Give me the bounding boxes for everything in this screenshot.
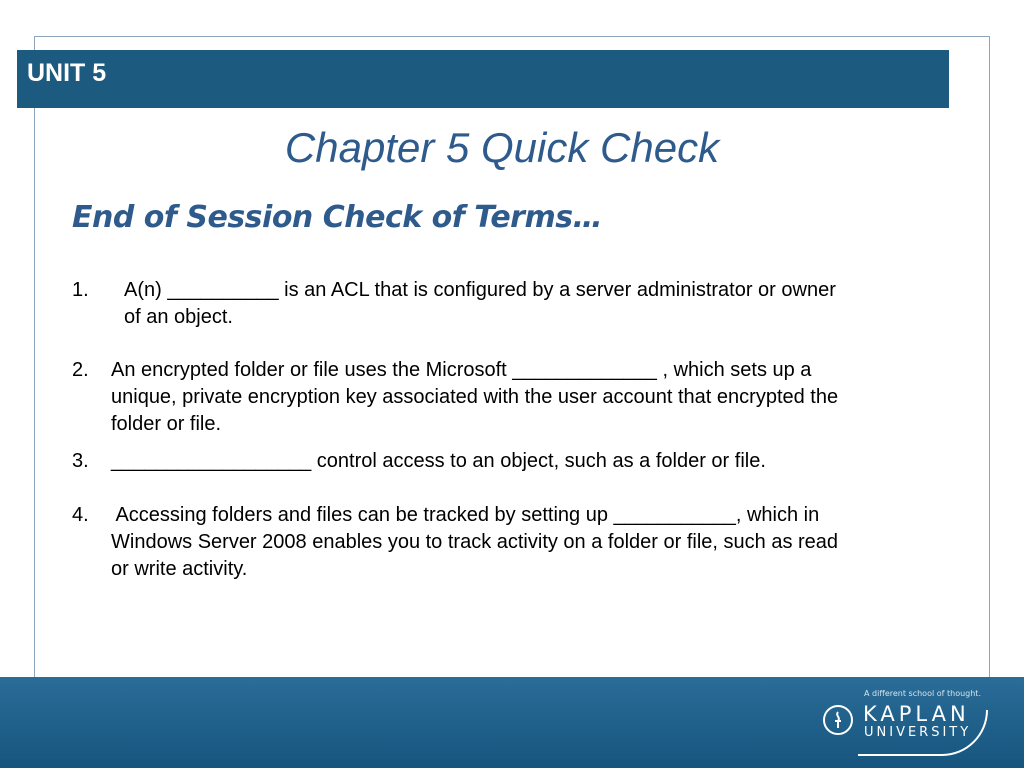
torch-icon — [823, 705, 853, 735]
item-text-line: An encrypted folder or file uses the Microsoft _____________ , which sets up a — [111, 359, 812, 381]
slide-title: Chapter 5 Quick Check — [284, 124, 720, 171]
question-item — [72, 277, 972, 333]
unit-header-bar — [17, 50, 949, 108]
item-number: 2. — [72, 359, 89, 381]
item-number: 4. — [72, 504, 89, 526]
kaplan-tagline: A different school of thought. — [864, 689, 981, 698]
unit-label: UNIT 5 — [27, 59, 107, 87]
item-text-line: __________________ control access to an object, such as a folder or file. — [111, 450, 766, 472]
item-text-line: Windows Server 2008 enables you to track activity on a folder or file, such as read — [111, 531, 839, 553]
item-text-line: Accessing folders and files can be tracked by setting up ___________, which in — [111, 504, 820, 526]
item-text-line: of an object. — [124, 306, 233, 328]
question-item — [72, 448, 972, 476]
item-text-line: or write activity. — [111, 558, 248, 580]
item-number: 3. — [72, 450, 89, 472]
brand-subtitle: UNIVERSITY — [864, 725, 972, 740]
question-item — [72, 502, 972, 584]
item-text-line: folder or file. — [111, 413, 222, 435]
item-text-line: unique, private encryption key associated with the user account that encrypted the — [111, 386, 839, 408]
item-text-line: A(n) __________ is an ACL that is configured by a server administrator or owner — [124, 279, 836, 301]
brand-name: KAPLAN — [863, 702, 970, 726]
slide-subtitle: End of Session Check of Terms… — [72, 200, 603, 235]
question-item — [72, 357, 972, 439]
item-number: 1. — [72, 279, 89, 301]
